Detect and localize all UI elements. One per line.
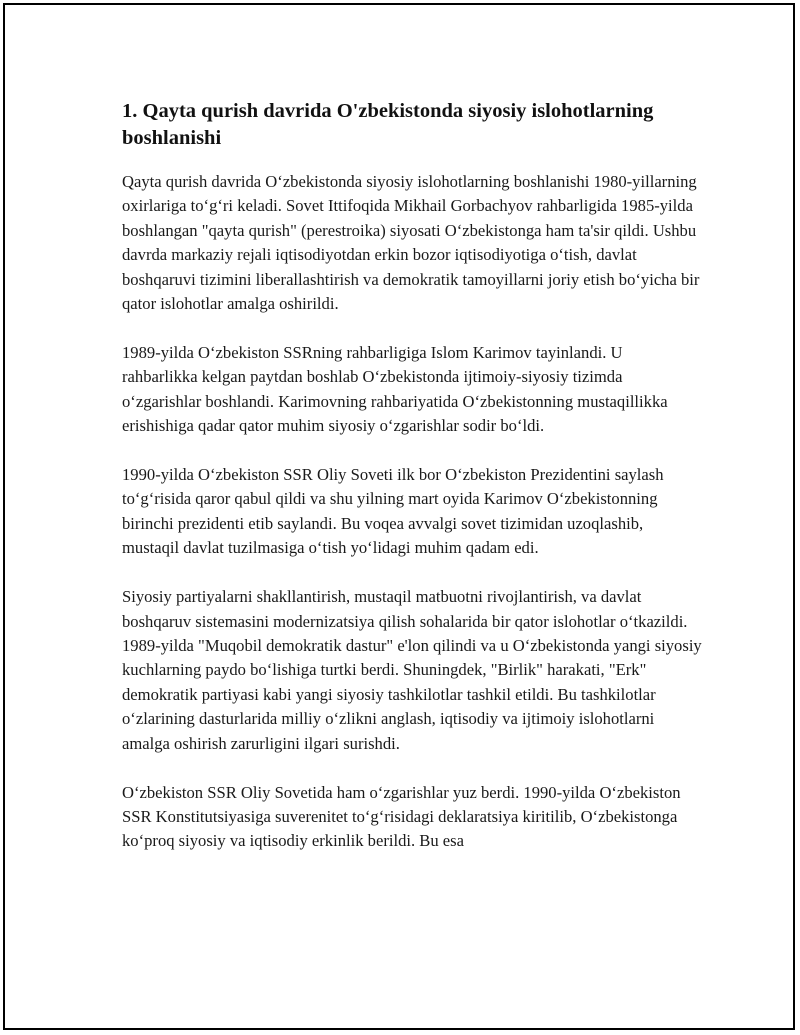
paragraph-5: Oʻzbekiston SSR Oliy Sovetida ham oʻzgarishlar yuz berdi. 1990-yilda Oʻzbekiston SSR Konstitutsiyasiga suverenitet toʻgʻrisidagi deklaratsiya kiritilib, Oʻzbekistonga koʻproq siyosiy va iqtisodiy erkinlik berildi. Bu esa [122,782,681,851]
paragraph-4: Siyosiy partiyalarni shakllantirish, mustaqil matbuotni rivojlantirish, va davlat boshqaruv sistemasini modernizatsiya qilish sohalarida bir qator islohotlar oʻtkazildi. 1989-yilda "Muqobil demokratik dastur" e'lon qilindi va u Oʻzbekistonda yangi siyosiy kuchlarning paydo boʻlishiga turtki berdi. Shuningdek, "Birlik" harakati, "Erk" demokratik partiyasi kabi yangi siyosiy tashkilotlar tashkil etildi. Bu tashkilotlar oʻzlarining dasturlarida milliy oʻzlikni anglash, iqtisodiy va ijtimoiy islohotlarni amalga oshirish zarurligini ilgari surishdi. [122,587,702,753]
document-title: 1. Qayta qurish davrida O'zbekistonda siyosiy islohotlarning boshlanishi [122,100,654,149]
page-frame [3,3,795,1030]
paragraph-1: Qayta qurish davrida Oʻzbekistonda siyosiy islohotlarning boshlanishi 1980-yillarning oxirlariga toʻgʻri keladi. Sovet Ittifoqida Mikhail Gorbachyov rahbarligida 1985-yilda boshlangan "qayta qurish" (perestroika) siyosati Oʻzbekistonga ham ta'sir qildi. Ushbu davrda markaziy rejali iqtisodiyotdan erkin bozor iqtisodiyotiga oʻtish, davlat boshqaruvi tizimini liberallashtirish va demokratik tamoyillarni joriy etish boʻyicha bir qator islohotlar amalga oshirildi. [122,172,700,314]
paragraph-3: 1990-yilda Oʻzbekiston SSR Oliy Soveti ilk bor Oʻzbekiston Prezidentini saylash toʻgʻrisida qaror qabul qildi va shu yilning mart oyida Karimov Oʻzbekistonning birinchi prezidenti etib saylandi. Bu voqea avvalgi sovet tizimidan uzoqlashib, mustaqil davlat tuzilmasiga oʻtish yoʻlidagi muhim qadam edi. [122,465,664,558]
paragraph-2: 1989-yilda Oʻzbekiston SSRning rahbarligiga Islom Karimov tayinlandi. U rahbarlikka kelgan paytdan boshlab Oʻzbekistonda ijtimoiy-siyosiy tizimda oʻzgarishlar boshlandi. Karimovning rahbariyatida Oʻzbekistonning mustaqillikka erishishiga qadar qator muhim siyosiy oʻzgarishlar sodir boʻldi. [122,342,668,436]
document-body [122,98,702,878]
